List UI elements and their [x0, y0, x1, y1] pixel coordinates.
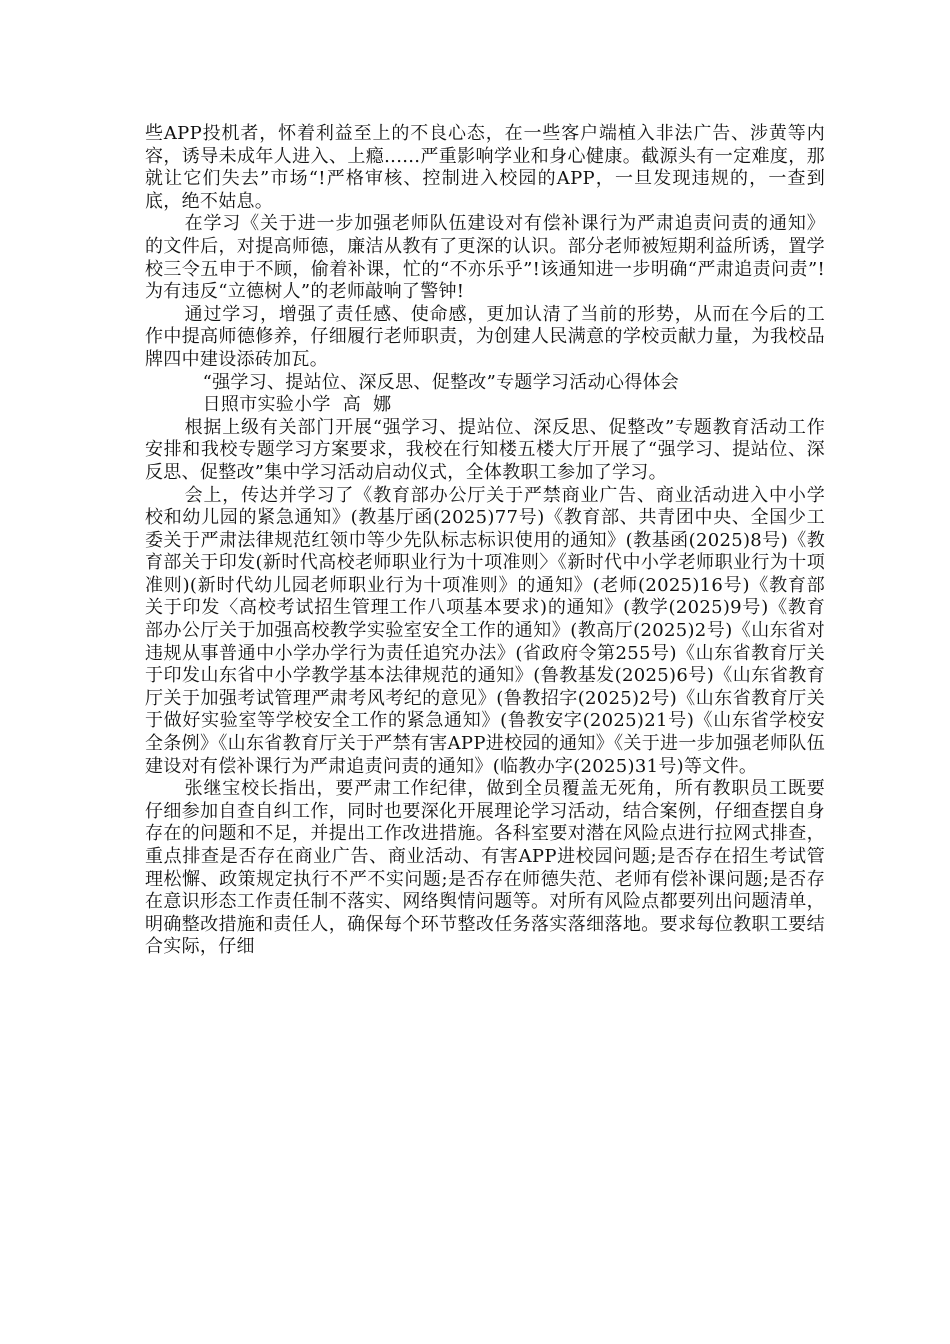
paragraph-study-notice: 在学习《关于进一步加强老师队伍建设对有偿补课行为严肃追责问责的通知》的文件后，对提高师德，廉洁从教有了更深的认识。部分老师被短期利益所诱，置学校三令五申于不顾，偷着补课，忙的“不亦乐乎”!该通知进一步明确“严肃追责问责”!为有违反“立德树人”的老师敲响了警钟!: [145, 213, 825, 303]
paragraph-continuation: 些APP投机者，怀着利益至上的不良心态，在一些客户端植入非法广告、涉黄等内容，诱导未成年人进入、上瘾......严重影响学业和身心健康。截源头有一定难度，那就让它们失去”市场“!严格审核、控制进入校园的APP，一旦发现违规的，一查到底，绝不姑息。: [145, 123, 825, 212]
paragraph-documents-list: 会上，传达并学习了《教育部办公厅关于严禁商业广告、商业活动进入中小学校和幼儿园的紧急通知》(教基厅函(2025)77号)《教育部、共青团中央、全国少工委关于严肃法律规范红领巾等少先队标志标识使用的通知》(教基函(2025)8号)《教育部关于印发(新时代高校老师职业行为十项准则〉《新时代中小学老师职业行为十项准则)(新时代幼儿园老师职业行为十项准则》的通知》(老师(2025)16号)《教育部关于印发〈高校考试招生管理工作八项基本要求)的通知》(教学(2025)9号)《教育部办公厅关于加强高校教学实验室安全工作的通知》(教高厅(2025)2号)《山东省对违规从事普通中小学办学行为责任追究办法》(省政府令第255号)《山东省教育厅关于印发山东省中小学教学基本法律规范的通知》(鲁教基发(2025)6号)《山东省教育厅关于加强考试管理严肃考风考纪的意见》(鲁教招字(2025)2号)《山东省教育厅关于做好实验室等学校安全工作的紧急通知》(鲁教安字(2025)21号)《山东省学校安全条例》《山东省教育厅关于严禁有害APP进校园的通知》《关于进一步加强老师队伍建设对有偿补课行为严肃追责问责的通知》(临教办字(2025)31号)等文件。: [145, 484, 825, 777]
document-body: [145, 123, 825, 959]
paragraph-background: 根据上级有关部门开展“强学习、提站位、深反思、促整改”专题教育活动工作安排和我校专题学习方案要求，我校在行知楼五楼大厅开展了“强学习、提站位、深反思、促整改”集中学习活动启动仪式，全体教职工参加了学习。: [145, 416, 825, 483]
article-title: “强学习、提站位、深反思、促整改”专题学习活动心得体会: [202, 371, 680, 393]
article-byline: 日照市实验小学 高 娜: [202, 394, 392, 416]
paragraph-conclusion: 通过学习，增强了责任感、使命感，更加认清了当前的形势，从而在今后的工作中提高师德修养，仔细履行老师职责，为创建人民满意的学校贡献力量，为我校品牌四中建设添砖加瓦。: [145, 303, 825, 370]
paragraph-principal-remarks: 张继宝校长指出，要严肃工作纪律，做到全员覆盖无死角，所有教职员工既要仔细参加自查自纠工作，同时也要深化开展理论学习活动，结合案例，仔细查摆自身存在的问题和不足，并提出工作改进措施。各科室要对潜在风险点进行拉网式排查，重点排查是否存在商业广告、商业活动、有害APP进校园问题;是否存在招生考试管理松懈、政策规定执行不严不实问题;是否存在师德失范、老师有偿补课问题;是否存在意识形态工作责任制不落实、网络舆情问题等。对所有风险点都要列出问题清单，明确整改措施和责任人，确保每个环节整改任务落实落细落地。要求每位教职工要结合实际，仔细: [145, 778, 825, 958]
